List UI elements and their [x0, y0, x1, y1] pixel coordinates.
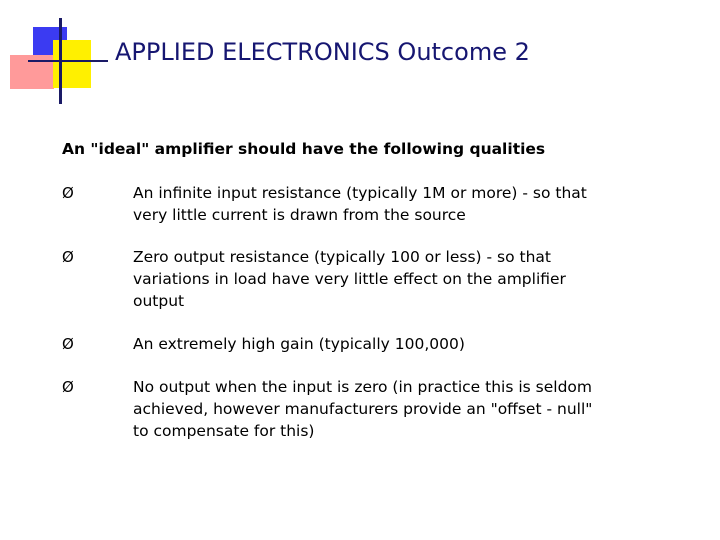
arrow-bullet-icon: Ø — [62, 184, 74, 202]
bullet-text: An infinite input resistance (typically 1M or more) - so that very little current is drawn from the source — [133, 184, 587, 224]
horizontal-line — [28, 60, 108, 62]
slide-title: APPLIED ELECTRONICS Outcome 2 — [115, 38, 530, 66]
arrow-bullet-icon: Ø — [62, 248, 74, 266]
bullet-text: An extremely high gain (typically 100,000) — [133, 335, 465, 353]
decorative-squares-logo — [0, 0, 110, 110]
intro-heading: An "ideal" amplifier should have the following qualities — [62, 140, 546, 158]
bullet-text: Zero output resistance (typically 100 or less) - so that variations in load have very little effect on the amplifier output — [133, 248, 566, 310]
bullet-text: No output when the input is zero (in practice this is seldom achieved, however manufacturers provide an "offset - null" to compensate for this) — [133, 378, 593, 440]
arrow-bullet-icon: Ø — [62, 378, 74, 396]
arrow-bullet-icon: Ø — [62, 335, 74, 353]
